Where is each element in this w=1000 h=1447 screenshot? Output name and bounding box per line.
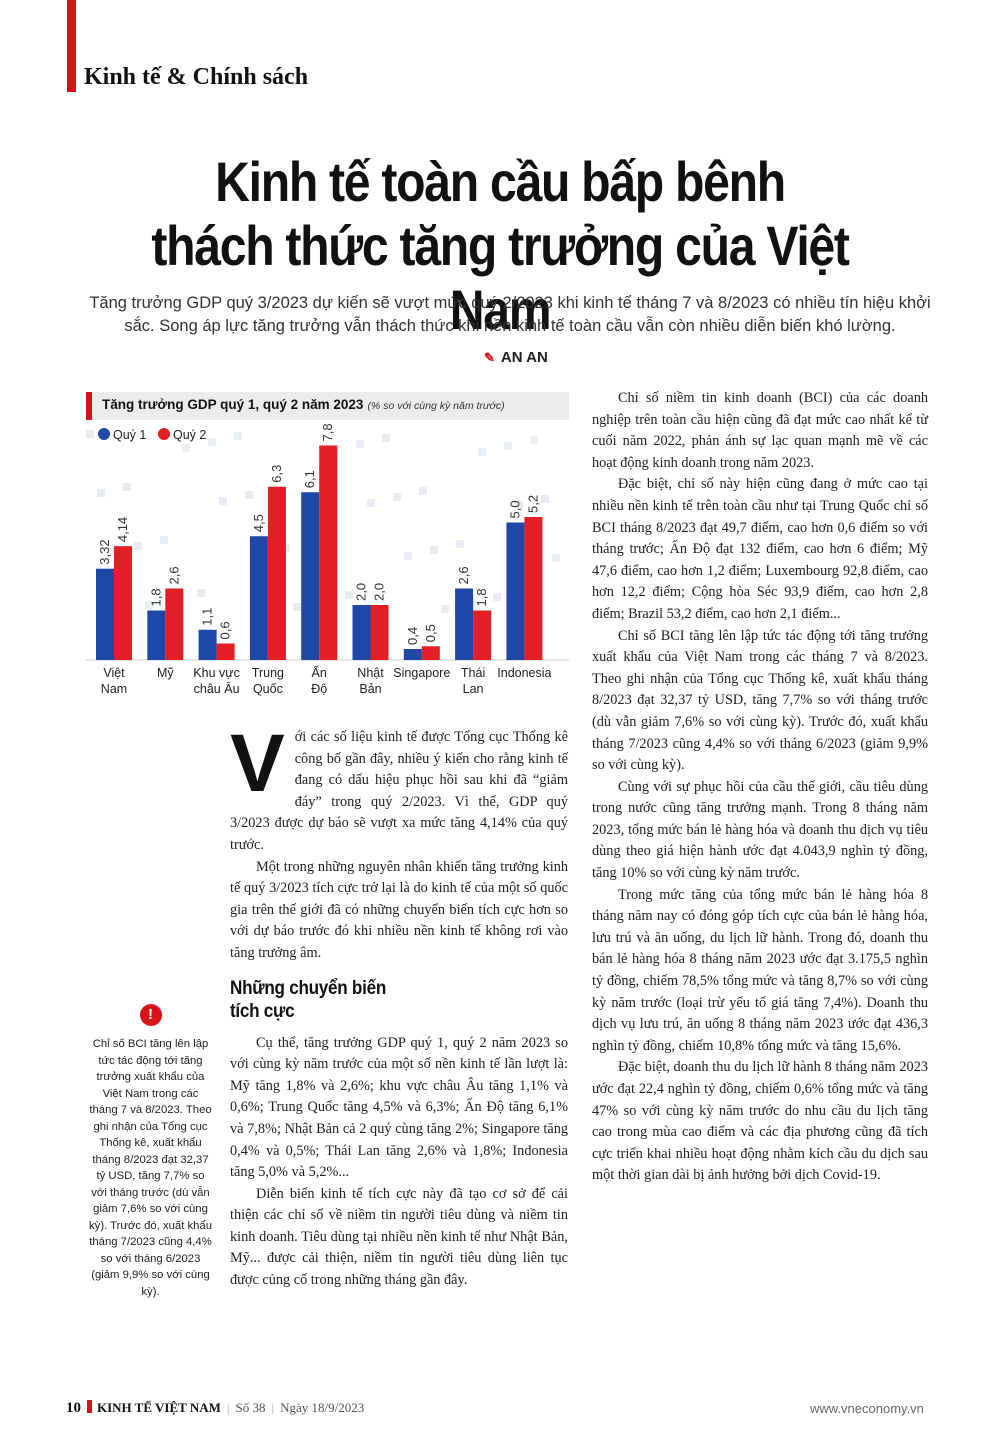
bar-q1: [199, 630, 217, 660]
legend-marker-2: [158, 428, 170, 440]
category-label: Bản: [359, 682, 382, 696]
gdp-bar-chart: [86, 420, 569, 710]
website-url: www.vneconomy.vn: [810, 1401, 924, 1416]
data-label: 0,6: [217, 621, 233, 640]
body-paragraph-5: Chỉ số niềm tin kinh doanh (BCI) của các doanh nghiệp trên toàn cầu hiện cũng đã đạt mức cao nhất kể từ cuối năm 2022, phản ánh sự lạc quan mạnh mẽ về các hoạt động kinh doanh trong năm 2023.: [592, 390, 928, 471]
legend-marker-1: [98, 428, 110, 440]
background-texture: [293, 603, 301, 611]
category-label: Mỹ: [156, 666, 174, 680]
body-paragraph-2: Một trong những nguyên nhân khiến tăng trưởng kinh tế quý 3/2023 tích cực trở lại là do kinh tế của một số quốc gia trên thế giới đã có những chuyển biến tích cực hơn so với dự báo trước đó khi nhiều nền kinh tế không rơi vào tăng trưởng âm.: [230, 858, 568, 961]
sidebar-text: Chỉ số BCI tăng lên lập tức tác động tới tăng trưởng xuất khẩu của Việt Nam trong các tháng 7 và 8/2023. Theo ghi nhận của Tổng cục Thống kê, xuất khẩu tháng 8/2023 đạt 32,37 tỷ USD, tăng 7,7% so với tháng trước (dù vẫn giảm 7,6% so với cùng kỳ). Trước đó, xuất khẩu tháng 7/2023 cũng 4,4% so với tháng 6/2023 (giảm 9,9% so với cùng kỳ).: [89, 1038, 212, 1298]
background-texture: [197, 589, 205, 597]
sidebar-note: [88, 1004, 213, 1300]
background-texture: [493, 593, 501, 601]
background-texture: [456, 540, 464, 548]
alert-icon: !: [140, 1004, 162, 1026]
background-texture: [367, 499, 375, 507]
background-texture: [123, 483, 131, 491]
footer-separator: |: [226, 1400, 230, 1415]
bar-q2: [524, 517, 542, 660]
chart-header-marker: [86, 392, 92, 420]
data-label: 1,8: [474, 588, 490, 607]
data-label: 6,3: [268, 464, 284, 483]
data-label: 2,6: [456, 566, 472, 585]
legend-label-1: Quý 1: [113, 428, 147, 442]
chart-unit-note: (% so với cùng kỳ năm trước): [367, 400, 505, 412]
bar-q1: [301, 492, 319, 660]
category-label: Việt: [103, 666, 125, 680]
category-label: Quốc: [252, 682, 283, 696]
data-label: 1,8: [148, 588, 164, 607]
body-paragraph-4: Diễn biến kinh tế tích cực này đã tạo cơ sở để cải thiện các chỉ số về niềm tin người tiêu dùng và niềm tin kinh doanh. Tiêu dùng tại nhiều nền kinh tế như Nhật Bản, Mỹ... được cải thiện, niềm tin người tiêu dùng liên tục được củng cố trong những tháng gần đây.: [230, 1185, 568, 1289]
data-label: 2,0: [371, 582, 387, 601]
background-texture: [160, 536, 168, 544]
category-label: Trung: [251, 666, 285, 680]
bar-q2: [268, 487, 286, 660]
data-label: 0,5: [422, 624, 438, 643]
subheading-line-2: tích cực: [230, 1000, 295, 1022]
bar-q1: [250, 536, 268, 660]
category-label: Nhật: [357, 666, 384, 680]
body-paragraph-1: [230, 718, 568, 857]
body-paragraph-9: Trong mức tăng của tổng mức bán lẻ hàng hóa 8 tháng năm nay có đóng góp tích cực của bán lẻ hàng hóa, lưu trú và ăn uống, du lịch lữ hành. Trong đó, doanh thu bán lẻ hàng hóa 8 tháng năm 2023 ước đạt 3.175,5 nghìn tỷ đồng, chiếm 78,5% tổng mức và tăng 8,7% so với cùng kỳ năm trước (loại trừ yếu tố giá tăng 7,4%). Doanh thu dịch vụ lưu trú, ăn uống 8 tháng năm 2023 ước đạt 436,3 nghìn tỷ đồng, chiếm 10,8% tổng mức và tăng 15,6%.: [592, 886, 928, 1054]
background-texture: [419, 487, 427, 495]
bar-q1: [147, 611, 165, 661]
data-label: 4,14: [115, 516, 130, 543]
data-label: 5,0: [507, 500, 523, 519]
magazine-name: KINH TẾ VIỆT NAM: [97, 1400, 221, 1415]
page-number: 10: [66, 1400, 81, 1416]
data-label: 7,8: [320, 423, 336, 442]
bar-q1: [404, 649, 422, 660]
bar-q1: [353, 605, 371, 660]
body-paragraph-10: Đặc biệt, doanh thu du lịch lữ hành 8 tháng năm 2023 ước đạt 22,4 nghìn tỷ đồng, chiếm 0,6% tổng mức và tăng 47% so với cùng kỳ năm trước do nhu cầu du lịch tăng cao trong mùa cao điểm và các địa phương cũng đã tích cực triển khai nhiều hoạt động nhằm kích cầu du dịch sau một thời gian dài bị ảnh hưởng bởi dịch Covid-19.: [592, 1059, 928, 1184]
background-texture: [356, 440, 364, 448]
data-label: 3,32: [97, 539, 112, 565]
category-label: Khu vực: [193, 666, 240, 680]
background-texture: [97, 489, 105, 497]
background-texture: [86, 430, 94, 438]
data-label: 4,5: [250, 514, 266, 533]
data-label: 5,2: [525, 494, 541, 513]
body-column-right: [592, 388, 928, 1187]
category-label: Nam: [100, 682, 128, 696]
background-texture: [530, 436, 538, 444]
body-paragraph-7: Chỉ số BCI tăng lên lập tức tác động tới tăng trưởng xuất khẩu của Việt Nam trong các tháng 7 và 8/2023. Theo ghi nhận của Tổng cục Thống kê, xuất khẩu tháng 8/2023 đạt 32,37 tỷ USD, tăng 7,7% so với tháng trước (dù vẫn giảm 7,6% so với cùng kỳ). Trước đó, xuất khẩu tháng 7/2023 cũng 4,4% so với tháng 6/2023 (giảm 9,9% so với cùng kỳ).: [592, 627, 928, 774]
category-label: Ấn: [311, 666, 327, 680]
bar-q2: [217, 644, 235, 661]
pen-icon: ✎: [484, 350, 495, 365]
bar-q1: [506, 523, 524, 661]
background-texture: [541, 495, 549, 503]
lead-paragraph: Tăng trưởng GDP quý 3/2023 dự kiến sẽ vượt mức quý 2/2023 khi kinh tế tháng 7 và 8/2023 có nhiều tín hiệu khởi sắc. Song áp lực tăng trưởng vẫn thách thức khi nền kinh tế toàn cầu vẫn còn nhiều diễn biến khó lường.: [89, 294, 931, 335]
footer-separator: |: [271, 1400, 275, 1415]
bar-q1: [96, 569, 114, 660]
background-texture: [441, 605, 449, 613]
background-texture: [504, 442, 512, 450]
background-texture: [382, 434, 390, 442]
bar-q2: [319, 446, 337, 661]
background-texture: [478, 448, 486, 456]
chart-header: [86, 392, 569, 420]
background-texture: [245, 491, 253, 499]
chart-title-text: Tăng trưởng GDP quý 1, quý 2 năm 2023: [102, 397, 364, 412]
bar-q2: [165, 589, 183, 661]
body-column-left: [230, 718, 568, 1292]
category-label: Thái: [460, 666, 486, 680]
bar-q1: [455, 589, 473, 661]
background-texture: [234, 432, 242, 440]
background-texture: [552, 554, 560, 562]
body-paragraph-3: Cụ thể, tăng trưởng GDP quý 1, quý 2 năm 2023 so với cùng kỳ năm trước của một số nền kinh tế lần lượt là: Mỹ tăng 1,8% và 2,6%; khu vực châu Âu tăng 1,1% và 0,6%; Trung Quốc tăng 4,5% và 6,3%; Ấn Độ tăng 6,1% và 7,8%; Nhật Bản cả 2 quý cùng tăng 2%; Singapore tăng 0,4% và 0,5%; Thái Lan tăng 2,6% và 1,8%; Indonesia tăng 5,0% và 5,2%...: [230, 1034, 568, 1181]
page-footer: [66, 1400, 364, 1417]
background-texture: [182, 444, 190, 452]
bar-q2: [114, 546, 132, 660]
issue-number: Số 38: [235, 1400, 266, 1415]
background-texture: [134, 542, 142, 550]
footer-marker: [87, 1400, 92, 1413]
author-name: AN AN: [500, 349, 548, 366]
data-label: 2,0: [353, 582, 369, 601]
body-paragraph-1-text: ới các số liệu kinh tế được Tổng cục Thống kê công bố gần đây, nhiều ý kiến cho rằng kinh tế đang có dấu hiệu phục hồi sau khi đã “giảm đáy” trong quý 2/2023. Vì thế, GDP quý 3/2023 được dự báo sẽ vượt xa mức tăng 4,14% của quý trước.: [230, 729, 568, 853]
subheading: [230, 977, 534, 1023]
data-label: 1,1: [199, 607, 215, 626]
category-label: Lan: [462, 682, 484, 696]
data-label: 6,1: [302, 470, 318, 489]
subheading-line-1: Những chuyển biến: [230, 977, 387, 999]
background-texture: [219, 497, 227, 505]
headline-line-2: thách thức tăng trưởng của Việt Nam: [151, 214, 849, 341]
background-texture: [430, 546, 438, 554]
bar-q2: [422, 646, 440, 660]
background-texture: [404, 552, 412, 560]
category-label: Singapore: [393, 666, 451, 680]
issue-date: Ngày 18/9/2023: [280, 1400, 365, 1415]
category-label: Độ: [311, 682, 328, 696]
bar-q2: [371, 605, 389, 660]
background-texture: [393, 493, 401, 501]
data-label: 2,6: [166, 566, 182, 585]
headline-line-1: Kinh tế toàn cầu bấp bênh: [215, 150, 785, 213]
chart-title: [102, 397, 505, 412]
category-label: châu Âu: [193, 682, 240, 696]
category-label: Indonesia: [497, 666, 552, 680]
data-label: 0,4: [404, 626, 420, 645]
author-byline: [484, 349, 548, 366]
background-texture: [345, 591, 353, 599]
section-label: Kinh tế & Chính sách: [84, 64, 309, 90]
bar-q2: [473, 611, 491, 661]
body-paragraph-6: Đặc biệt, chỉ số này hiện cũng đang ở mức cao tại nhiều nền kinh tế trên toàn cầu như tại Trung Quốc chỉ số BCI tháng 8/2023 đạt 49,7 điểm, cao hơn 0,6 điểm so với tháng trước; Ấn Độ đạt 132 điểm, cao hơn 6 điểm; Mỹ 47,6 điểm, cao hơn 1,2 điểm; Luxembourg 92,8 điểm, cao hơn 12,2 điểm; Cộng hòa Séc 93,9 điểm, cao hơn 2,8 điểm; Brazil 53,2 điểm, cao hơn 2,1 điểm...: [592, 476, 928, 622]
body-paragraph-8: Cùng với sự phục hồi của cầu thế giới, cầu tiêu dùng trong nước cũng tăng trưởng mạnh. Trong 8 tháng năm 2023, tổng mức bán lẻ hàng hóa và doanh thu dịch vụ tiêu dùng theo giá hiện hành ước đạt 4.043,9 nghìn tỷ đồng, tăng 10% so với cùng kỳ năm trước.: [592, 778, 928, 882]
legend-label-2: Quý 2: [173, 428, 207, 442]
background-texture: [208, 438, 216, 446]
section-marker: [67, 0, 76, 92]
drop-cap: V: [230, 718, 285, 809]
